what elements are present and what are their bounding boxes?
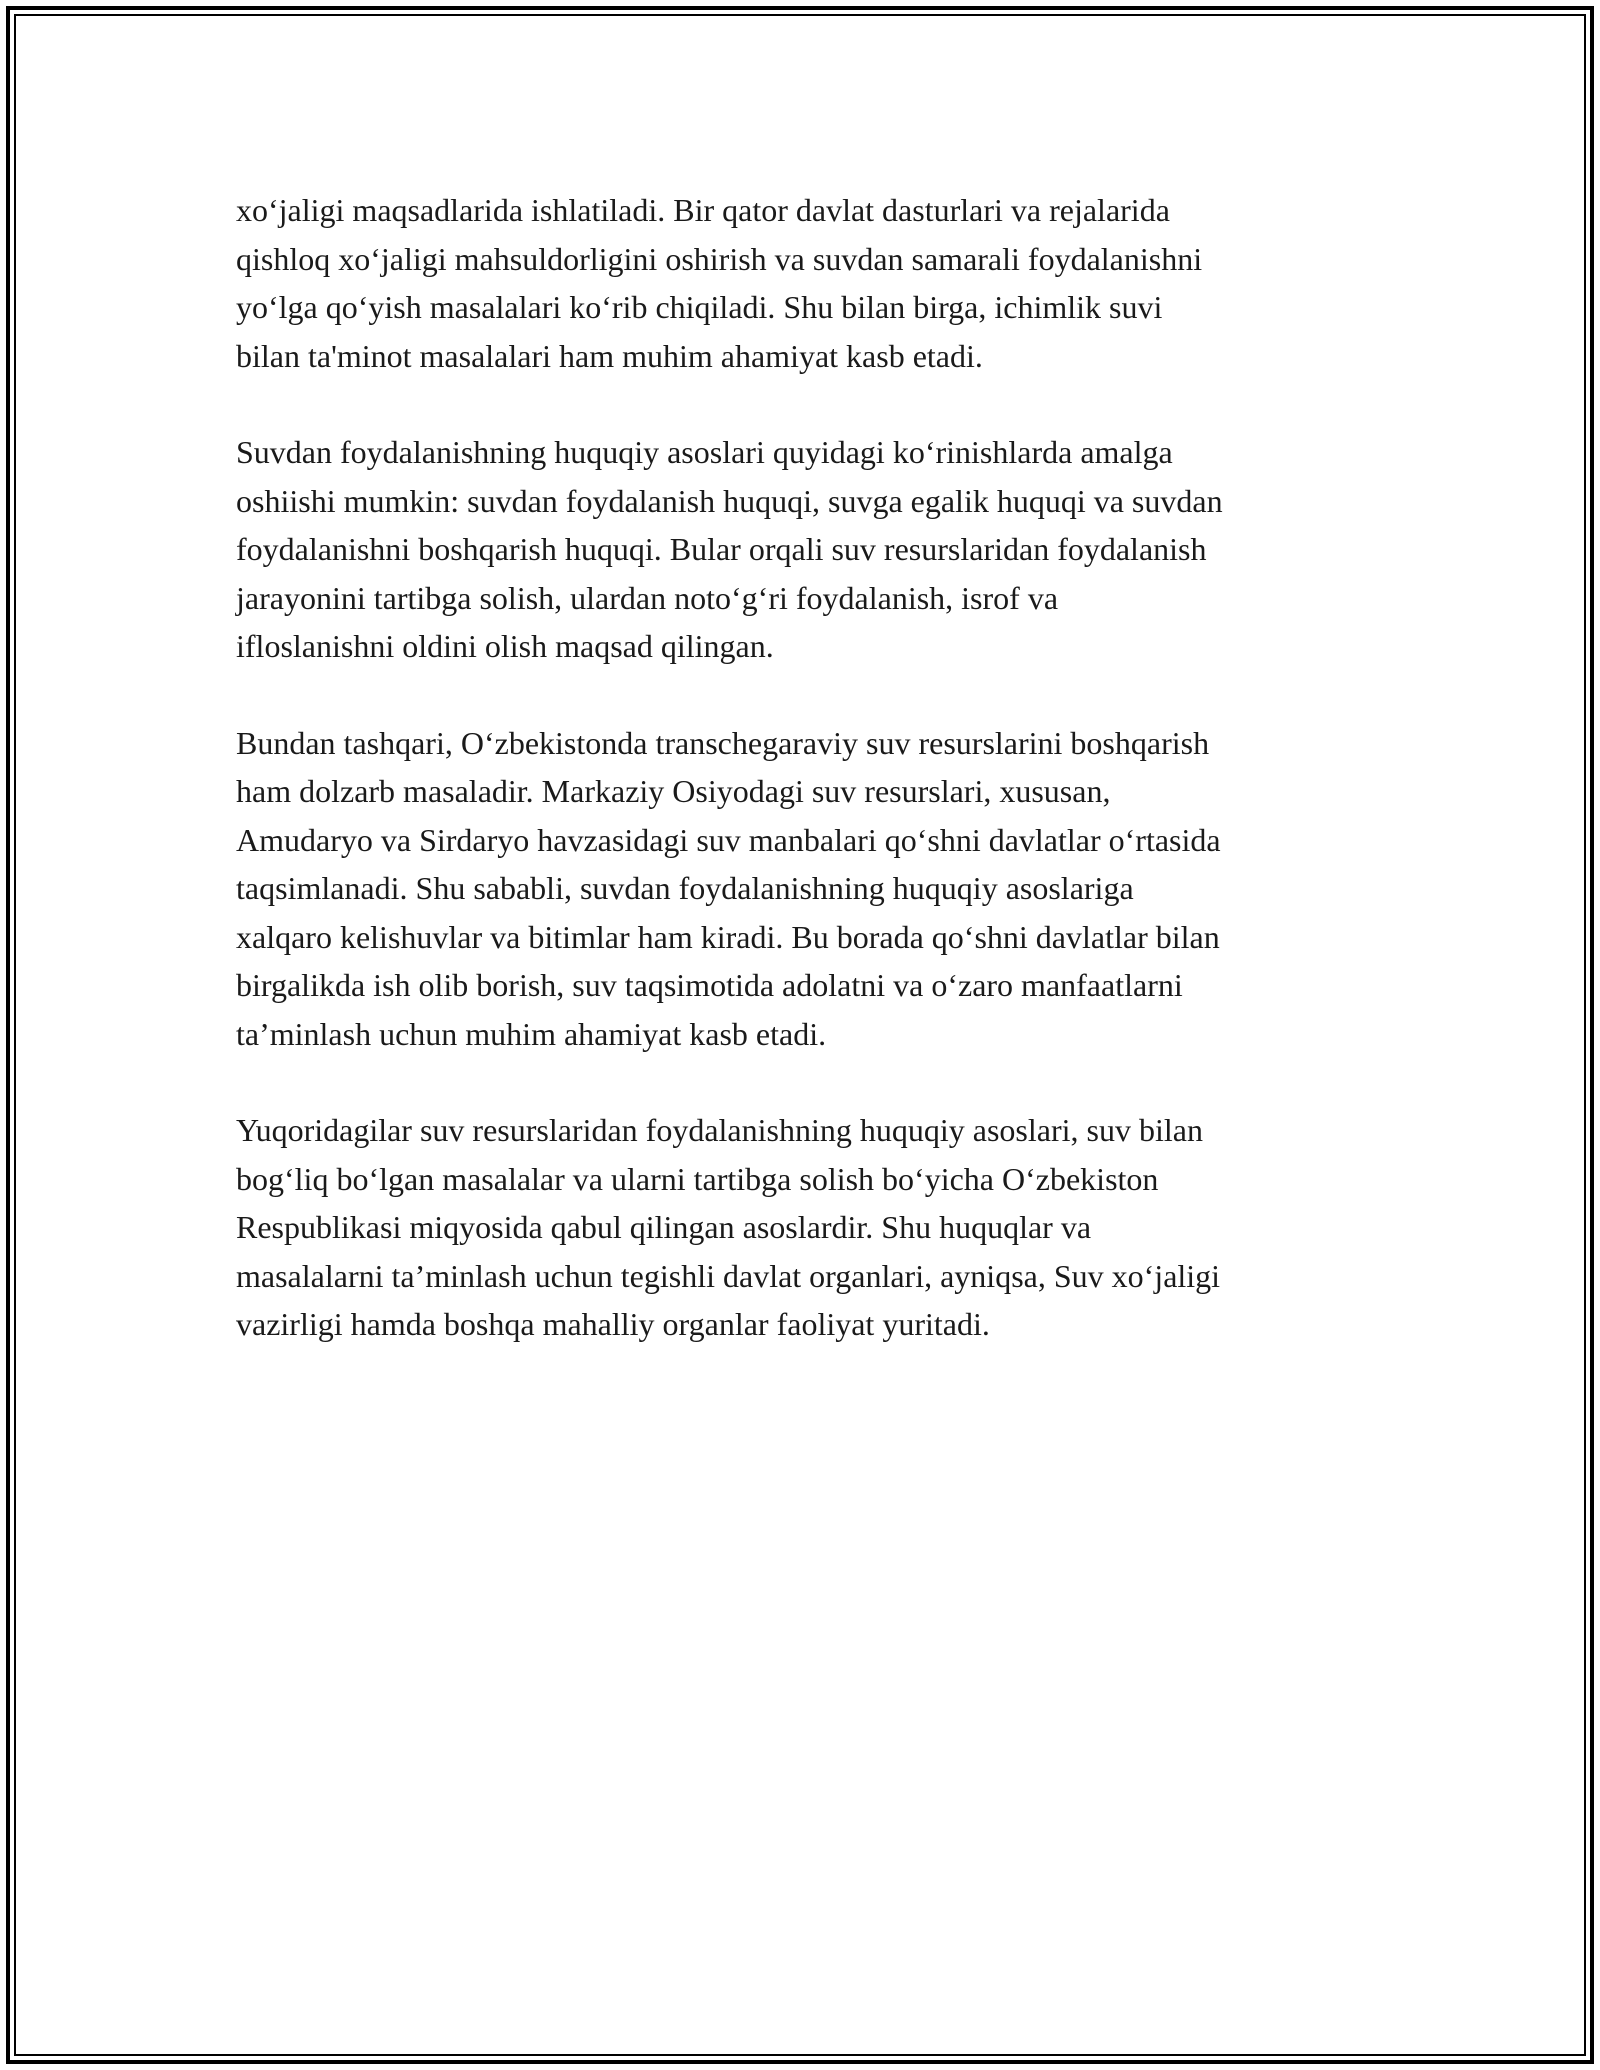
text-line: bilan ta'minot masalalari ham muhim ahamiyat kasb etadi. <box>236 337 983 374</box>
text-line: foydalanishni boshqarish huquqi. Bular orqali suv resurslaridan foydalanish <box>236 531 1207 567</box>
text-line: ta’minlash uchun muhim ahamiyat kasb etadi. <box>236 1015 827 1052</box>
text-line: bog‘liq bo‘lgan masalalar va ularni tartibga solish bo‘yicha O‘zbekiston <box>236 1160 1159 1197</box>
text-line: vazirligi hamda boshqa mahalliy organlar faoliyat yuritadi. <box>236 1306 990 1342</box>
text-line: oshiishi mumkin: suvdan foydalanish huquqi, suvga egalik huquqi va suvdan <box>236 482 1223 519</box>
text-line: xalqaro kelishuvlar va bitimlar ham kiradi. Bu borada qo‘shni davlatlar bilan <box>236 918 1220 955</box>
text-line: Respublikasi miqyosida qabul qilingan asoslardir. Shu huquqlar va <box>236 1209 1092 1245</box>
paragraph-4 <box>236 1106 1386 1349</box>
text-line: Yuqoridagilar suv resurslaridan foydalanishning huquqiy asoslari, suv bilan <box>236 1112 1203 1148</box>
text-line: xo‘jaligi maqsadlarida ishlatiladi. Bir qator davlat dasturlari va rejalarida <box>236 192 1170 228</box>
text-line: jarayonini tartibga solish, ulardan noto‘g‘ri foydalanish, isrof va <box>236 579 1059 616</box>
paragraph-1 <box>236 186 1386 380</box>
text-line: ifloslanishni oldini olish maqsad qilingan. <box>236 628 774 664</box>
text-line: ham dolzarb masaladir. Markaziy Osiyodagi suv resurslari, xususan, <box>236 773 1111 809</box>
text-line: birgalikda ish olib borish, suv taqsimotida adolatni va o‘zaro manfaatlarni <box>236 967 1183 1003</box>
text-line: Suvdan foydalanishning huquqiy asoslari quyidagi ko‘rinishlarda amalga <box>236 434 1173 470</box>
paragraph-3 <box>236 719 1386 1059</box>
document-body <box>236 186 1386 1349</box>
text-line: Amudaryo va Sirdaryo havzasidagi suv manbalari qo‘shni davlatlar o‘rtasida <box>236 821 1221 858</box>
text-line: Bundan tashqari, O‘zbekistonda transchegaraviy suv resurslarini boshqarish <box>236 724 1210 761</box>
text-line: yo‘lga qo‘yish masalalari ko‘rib chiqiladi. Shu bilan birga, ichimlik suvi <box>236 289 1163 325</box>
text-line: masalalarni ta’minlash uchun tegishli davlat organlari, ayniqsa, Suv xo‘jaligi <box>236 1257 1221 1294</box>
paragraph-2 <box>236 428 1386 671</box>
text-line: taqsimlanadi. Shu sababli, suvdan foydalanishning huquqiy asoslariga <box>236 870 1134 906</box>
text-line: qishloq xo‘jaligi mahsuldorligini oshirish va suvdan samarali foydalanishni <box>236 240 1203 277</box>
